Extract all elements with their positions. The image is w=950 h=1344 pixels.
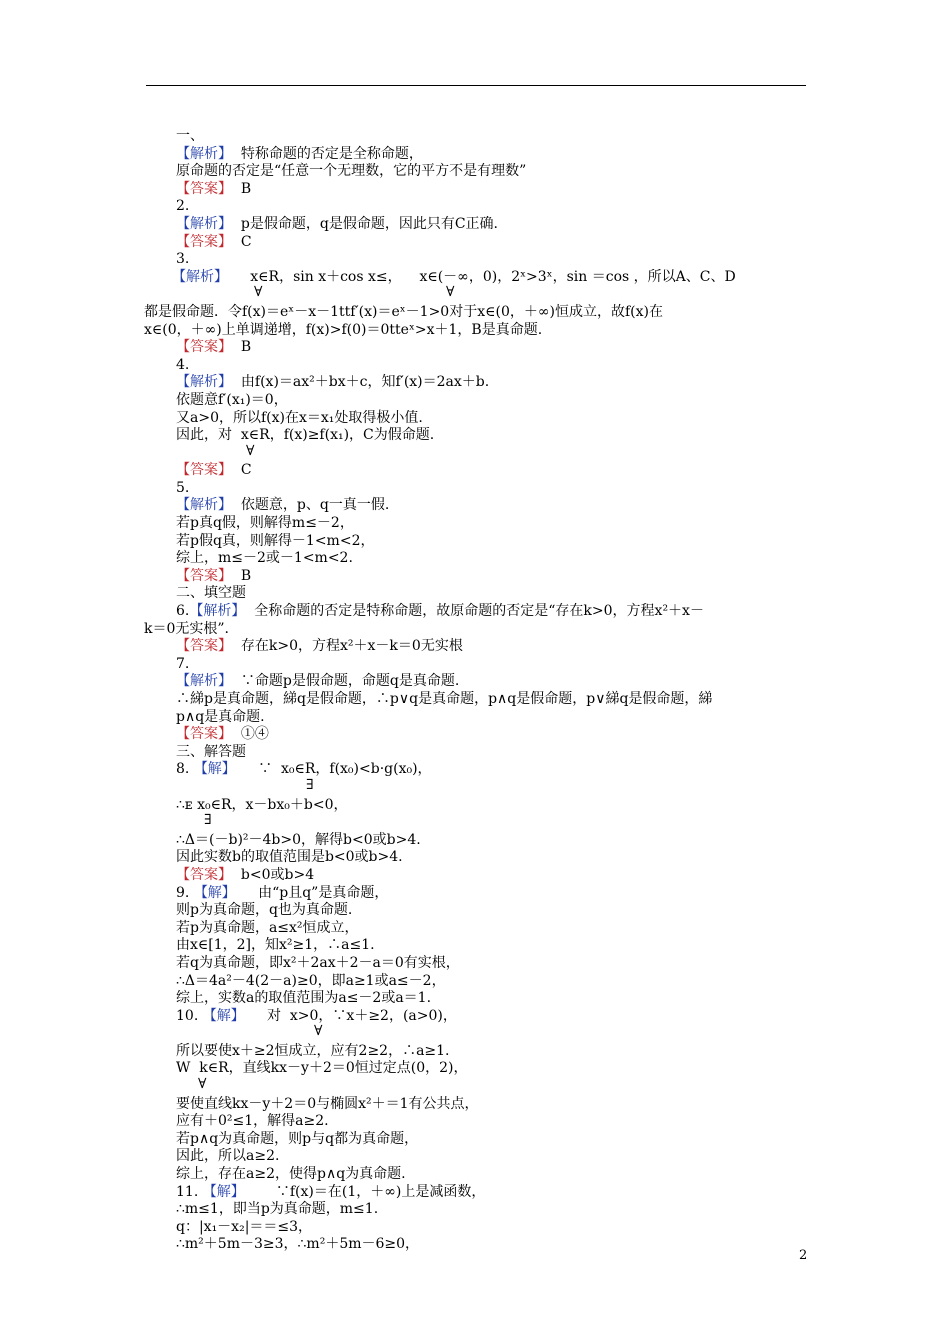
page-number: 2: [799, 1248, 808, 1263]
line: 【答案】 C: [176, 233, 252, 250]
line: ∴Δ＝4a²－4(2－a)≥0，即a≥1或a≤－2，: [176, 972, 446, 989]
header-rule: [146, 85, 806, 86]
line: 综上，实数a的取值范围为a≤－2或a＝1.: [176, 990, 432, 1007]
line: 10. 【解】 对 x>0，∵x＋≥2，(a>0)，: [176, 1007, 457, 1024]
line: 若q为真命题，即x²＋2ax＋2－a＝0有实根，: [176, 954, 460, 971]
line: x∈(0，＋∞)上单调递增，f(x)>f(0)＝0tteˣ>x＋1，B是真命题.: [144, 321, 543, 338]
jiexi-tag: 【解析】: [172, 268, 228, 285]
jiexi-tag: 【解析】: [176, 215, 232, 232]
line: 因此实数b的取值范围是b<0或b>4.: [176, 849, 403, 866]
line: 若p∧q为真命题，则p与q都为真命题，: [176, 1130, 419, 1147]
line: 7.: [176, 655, 190, 672]
line: 若p真q假，则解得m≤－2，: [176, 515, 354, 532]
line: 8. 【解】 ∵ x₀∈R，f(x₀)<b·g(x₀)，: [176, 761, 432, 778]
line: 【解析】 特称命题的否定是全称命题，: [176, 145, 423, 162]
daan-tag: 【答案】: [176, 567, 232, 584]
line: 则p为真命题，q也为真命题.: [176, 902, 353, 919]
line: W k∈R，直线kx－y＋2＝0恒过定点(0，2)，: [176, 1060, 468, 1077]
line: ∴ᴇ x₀∈R，x－bx₀＋b<0，: [176, 796, 348, 813]
jiexi-tag: 【解析】: [176, 497, 232, 514]
solution-text: [144, 128, 806, 1254]
line: 【答案】 B: [176, 180, 252, 197]
line: ∴Δ＝(－b)²－4b>0，解得b<0或b>4.: [176, 831, 421, 848]
line: 【解析】 依题意，p、q一真一假.: [176, 497, 390, 514]
forall-symbol: ∀: [198, 1076, 207, 1093]
line: 3.: [176, 251, 190, 268]
line: 若p为真命题，a≤x²恒成立，: [176, 919, 359, 936]
line: ∴m²＋5m－3≥3，∴m²＋5m－6≥0，: [176, 1236, 420, 1253]
line: 4.: [176, 356, 190, 373]
line: 5.: [176, 479, 190, 496]
line: 应有＋0²≤1，解得a≥2.: [176, 1113, 329, 1130]
line: q：|x₁－x₂|＝＝≤3，: [176, 1218, 313, 1235]
line: 【解析】 p是假命题，q是假命题，因此只有C正确.: [176, 215, 498, 232]
jiexi-tag: 【解析】: [176, 145, 232, 162]
line: 【答案】 ①④: [176, 726, 269, 743]
quantifier-row: [176, 442, 806, 463]
jie-tag: 【解】: [202, 1183, 245, 1200]
quantifier-row: [176, 286, 806, 304]
line: 要使直线kx－y＋2＝0与椭圆x²＋＝1有公共点，: [176, 1095, 479, 1112]
line: 【答案】 存在k>0，方程x²＋x－k＝0无实根: [176, 638, 463, 655]
jie-tag: 【解】: [193, 761, 236, 778]
daan-tag: 【答案】: [176, 339, 232, 356]
daan-tag: 【答案】: [176, 638, 232, 655]
forall-symbol: ∀: [446, 284, 455, 301]
jie-tag: 【解】: [202, 1007, 245, 1024]
quantifier-row: [176, 814, 806, 832]
line: 【答案】 B: [176, 339, 252, 356]
daan-tag: 【答案】: [176, 180, 232, 197]
exists-symbol: ∃: [306, 776, 314, 793]
line: 因此，对 x∈R，f(x)≥f(x₁)，C为假命题.: [176, 427, 435, 444]
line: 2.: [176, 198, 190, 215]
quantifier-row: [176, 1078, 806, 1096]
jiexi-tag: 【解析】: [176, 673, 232, 690]
line: 依题意f′(x₁)＝0，: [176, 391, 288, 408]
line: ∴m≤1，即当p为真命题，m≤1.: [176, 1201, 379, 1218]
line: p∧q是真命题.: [176, 708, 265, 725]
jiexi-tag: 【解析】: [176, 374, 232, 391]
jie-tag: 【解】: [193, 884, 236, 901]
forall-symbol: ∀: [314, 1023, 323, 1040]
jiexi-tag: 【解析】: [189, 603, 246, 620]
forall-symbol: ∀: [246, 442, 255, 459]
line: ∴綈p是真命题，綈q是假命题，∴p∨q是真命题，p∧q是假命题，p∨綈q是假命题，綈: [176, 691, 713, 707]
line: 由x∈[1，2]，知x²≥1，∴a≤1.: [176, 937, 375, 954]
line: 又a>0，所以f(x)在x＝x₁处取得极小值.: [176, 409, 423, 426]
quantifier-row: [176, 776, 806, 797]
daan-tag: 【答案】: [176, 866, 232, 883]
line: 所以要使x＋≥2恒成立，应有2≥2，∴a≥1.: [176, 1042, 450, 1059]
daan-tag: 【答案】: [176, 233, 232, 250]
forall-symbol: ∀: [254, 284, 263, 301]
line: 综上，m≤－2或－1<m<2.: [176, 550, 353, 567]
daan-tag: 【答案】: [176, 726, 232, 743]
quantifier-row: [176, 1025, 806, 1043]
line: 若p假q真，则解得－1<m<2，: [176, 532, 375, 549]
line: 【解析】 由f(x)＝ax²＋bx＋c，知f′(x)＝2ax＋b.: [176, 374, 490, 391]
line: 三、解答题: [176, 743, 246, 760]
line: k＝0无实根”.: [144, 620, 229, 637]
line: 11. 【解】 ∵f(x)＝在(1，＋∞)上是减函数，: [176, 1183, 486, 1200]
line: 【解析】 ∵命题p是假命题，命题q是真命题.: [176, 673, 460, 690]
line: 综上，存在a≥2，使得p∧q为真命题.: [176, 1166, 406, 1183]
exists-symbol: ∃: [204, 812, 212, 829]
line: 6.【解析】 全称命题的否定是特称命题，故原命题的否定是“存在k>0，方程x²＋x－: [176, 603, 704, 620]
line: 【答案】 C: [176, 462, 252, 479]
line: 因此，所以a≥2.: [176, 1148, 280, 1165]
daan-tag: 【答案】: [176, 462, 232, 479]
line: 9. 【解】 由“p且q”是真命题，: [176, 884, 389, 901]
line: 原命题的否定是“任意一个无理数，它的平方不是有理数”: [176, 163, 527, 180]
line: 【答案】 B: [176, 567, 252, 584]
line: 二、填空题: [176, 585, 246, 602]
line: 都是假命题．令f(x)＝eˣ－x－1ttf′(x)＝eˣ－1>0对于x∈(0，＋∞)恒成立，故f(x)在: [144, 303, 663, 320]
line: 【答案】 b<0或b>4: [176, 866, 315, 883]
line: 【解析】 x∈R，sin x＋cos x≤， x∈(－∞，0)，2ˣ>3ˣ，sin ＝cos ，所以A、C、D: [172, 268, 736, 285]
line: 一、: [176, 128, 204, 144]
